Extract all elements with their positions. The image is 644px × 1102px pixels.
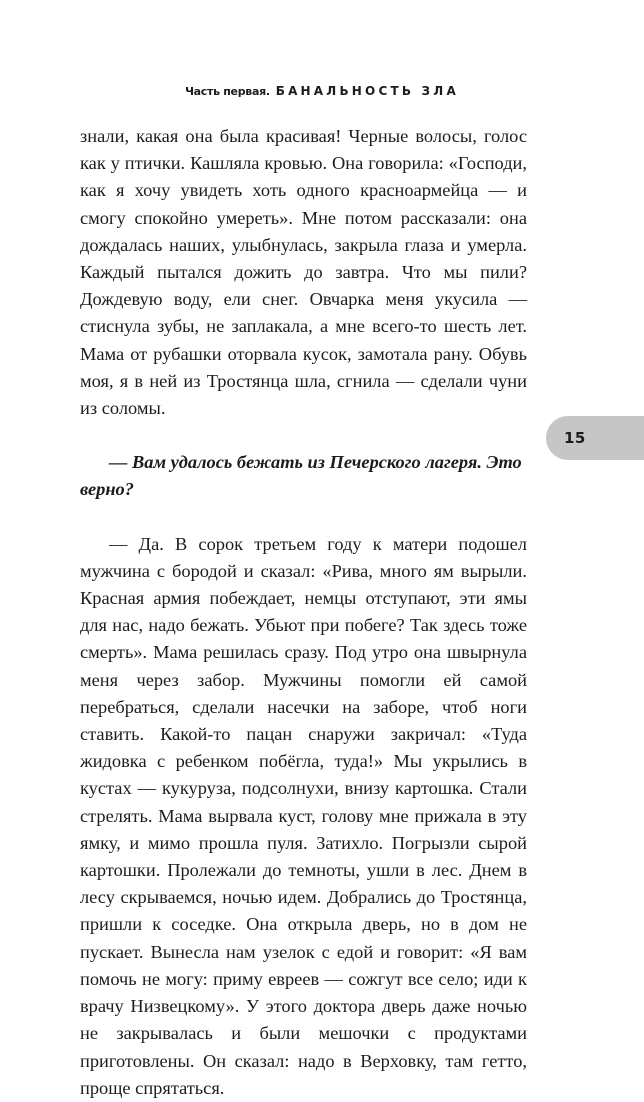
page-number-tab [546, 416, 644, 460]
header-part-label: Часть первая. [185, 85, 270, 98]
paragraph-continued: знали, какая она была красивая! Черные волосы, голос как у птички. Кашляла кровью. Она говорила: «Господи, как я хочу увидеть хоть одного красноармейца — и смогу спокойно умереть». Мне потом рассказали: она дождалась наших, улыбнулась, закрыла глаза и умерла. Каждый пытался дожить до завтра. Что мы пили? Дождевую воду, ели снег. Овчарка меня укусила — стиснула зубы, не заплакала, а мне всего-то шесть лет. Мама от рубашки оторвала кусок, замотала рану. Обувь моя, я в ней из Тростянца шла, сгнила — сделали чуни из соломы. [80, 126, 527, 419]
page-number: 15 [564, 429, 586, 447]
interview-answer: — Да. В сорок третьем году к матери подошел мужчина с бородой и сказал: «Рива, много ям вырыли. Красная армия побеждает, немцы отступают, эти ямы для нас, надо бежать. Убьют при побеге? Так здесь тоже смерть». Мама решилась сразу. Под утро она швырнула меня через забор. Мужчины помогли ей самой перебраться, сделали насечки на заборе, чтоб ноги ставить. Какой-то пацан снаружи закричал: «Туда жидовка с ребенком побёгла, туда!» Мы укрылись в кустах — кукуруза, подсолнухи, внизу картошка. Стали стрелять. Мама вырвала куст, голову мне прижала в эту ямку, и мимо прошла пуля. Затихло. Погрызли сырой картошки. Пролежали до темноты, ушли в лес. Днем в лесу скрываемся, ночью идем. Добрались до Тростянца, пришли к соседке. Она открыла дверь, но в дом не пускает. Вынесла нам узелок с едой и говорит: «Я вам помочь не могу: приму евреев — сожгут все село; иди к врачу Низвецкому». У этого доктора дверь даже ночью не закрывалась и были мешочки с продуктами приготовлены. Он сказал: надо в Верховку, там гетто, проще спрятаться. [80, 533, 527, 1098]
interview-question: — Вам удалось бежать из Печерского лагеря. Это верно? [80, 452, 522, 500]
running-header [0, 84, 644, 99]
header-chapter-title: БАНАЛЬНОСТЬ ЗЛА [275, 84, 459, 98]
body-text [80, 123, 527, 1102]
